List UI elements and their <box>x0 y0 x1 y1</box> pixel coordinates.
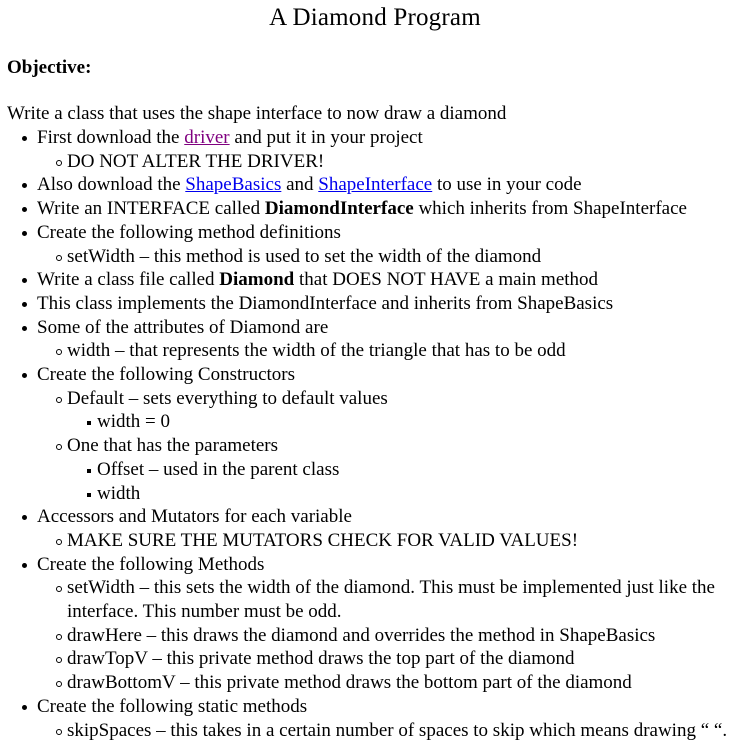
disc-bullet-icon <box>22 373 27 378</box>
disc-bullet-icon <box>22 278 27 283</box>
circle-bullet-icon <box>56 634 62 640</box>
list-item: Accessors and Mutators for each variable MAKE SURE THE MUTATORS CHECK FOR VALID VALUES! <box>0 505 750 552</box>
list-item: DO NOT ALTER THE DRIVER! <box>37 150 750 174</box>
list-item: Some of the attributes of Diamond are width – that represents the width of the triangle that has to be odd <box>0 316 750 363</box>
square-bullet-icon <box>87 493 91 497</box>
list-item: Also download the ShapeBasics and ShapeInterface to use in your code <box>0 173 750 197</box>
circle-bullet-icon <box>56 349 62 355</box>
circle-bullet-icon <box>56 657 62 663</box>
square-bullet-icon <box>87 421 91 425</box>
shapeinterface-link[interactable]: ShapeInterface <box>318 174 433 196</box>
disc-bullet-icon <box>22 136 27 141</box>
driver-link[interactable]: driver <box>184 127 230 148</box>
list-item: Write an INTERFACE called DiamondInterface which inherits from ShapeInterface <box>0 197 750 221</box>
requirements-list <box>0 126 750 742</box>
list-item: Create the following method definitions setWidth – this method is used to set the width of the diamond <box>0 221 750 268</box>
list-item: drawTopV – this private method draws the top part of the diamond <box>37 647 750 671</box>
list-item: drawBottomV – this private method draws the bottom part of the diamond <box>37 671 750 695</box>
list-item: First download the driver and put it in your project DO NOT ALTER THE DRIVER! <box>0 126 750 173</box>
list-item: Create the following static methods skipSpaces – this takes in a certain number of spaces to skip which means drawing “ “. <box>0 695 750 742</box>
circle-bullet-icon <box>56 539 62 545</box>
objective-heading: Objective: <box>7 57 92 78</box>
list-item: Offset – used in the parent class <box>67 458 750 482</box>
list-item: MAKE SURE THE MUTATORS CHECK FOR VALID VALUES! <box>37 529 750 553</box>
disc-bullet-icon <box>22 231 27 236</box>
shapebasics-link[interactable]: ShapeBasics <box>185 174 282 196</box>
circle-bullet-icon <box>56 160 62 166</box>
circle-bullet-icon <box>56 586 62 592</box>
disc-bullet-icon <box>22 563 27 568</box>
class-name: Diamond <box>219 269 295 291</box>
page-title: A Diamond Program <box>269 4 481 31</box>
disc-bullet-icon <box>22 326 27 331</box>
list-item: setWidth – this method is used to set the width of the diamond <box>37 245 750 269</box>
list-item: Create the following Constructors Default – sets everything to default values width = 0 One that has the parameters Offset – used in the parent class width <box>0 363 750 505</box>
circle-bullet-icon <box>56 681 62 687</box>
circle-bullet-icon <box>56 255 62 261</box>
circle-bullet-icon <box>56 397 62 403</box>
list-item: skipSpaces – this takes in a certain number of spaces to skip which means drawing “ “. <box>37 719 750 743</box>
list-item: width – that represents the width of the triangle that has to be odd <box>37 339 750 363</box>
interface-name: DiamondInterface <box>264 198 414 220</box>
circle-bullet-icon <box>56 729 62 735</box>
list-item: width = 0 <box>67 410 750 434</box>
list-item: This class implements the DiamondInterface and inherits from ShapeBasics <box>0 292 750 316</box>
disc-bullet-icon <box>22 705 27 710</box>
list-item: Create the following Methods setWidth – this sets the width of the diamond. This must be implemented just like the interface. This number must be odd. drawHere – this draws the diamond and overrides the method in ShapeBasics drawTopV – this private method draws the top part of the diamond drawBottomV – this private method draws the bottom part of the diamond <box>0 553 750 695</box>
intro-text: Write a class that uses the shape interface to now draw a diamond <box>7 103 507 124</box>
list-item: width <box>67 482 750 506</box>
list-item: drawHere – this draws the diamond and overrides the method in ShapeBasics <box>37 624 750 648</box>
disc-bullet-icon <box>22 183 27 188</box>
list-item: setWidth – this sets the width of the diamond. This must be implemented just like the interface. This number must be odd. <box>37 576 750 623</box>
disc-bullet-icon <box>22 207 27 212</box>
list-item: Write a class file called Diamond that DOES NOT HAVE a main method <box>0 268 750 292</box>
square-bullet-icon <box>87 469 91 473</box>
list-item: One that has the parameters Offset – used in the parent class width <box>37 434 750 505</box>
disc-bullet-icon <box>22 515 27 520</box>
disc-bullet-icon <box>22 302 27 307</box>
circle-bullet-icon <box>56 444 62 450</box>
list-item: Default – sets everything to default values width = 0 <box>37 387 750 434</box>
